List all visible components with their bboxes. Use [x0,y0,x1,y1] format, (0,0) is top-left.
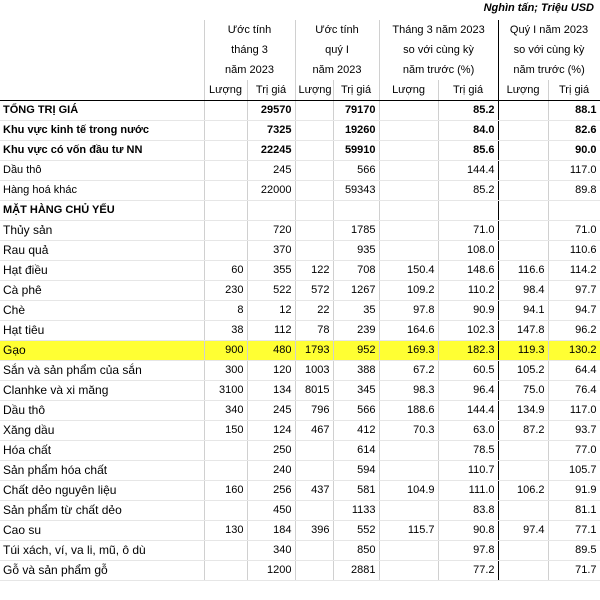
cell-value [295,101,333,121]
cell-value: 84.0 [438,121,498,141]
cell-value: 388 [333,361,379,381]
cell-value: 708 [333,261,379,281]
cell-value [379,141,438,161]
cell-value: 150.4 [379,261,438,281]
cell-value: 355 [247,261,295,281]
cell-value [498,221,548,241]
header-g4-l3: năm trước (%) [498,60,600,80]
cell-value: 85.2 [438,181,498,201]
cell-value [379,241,438,261]
row-label: Khu vực có vốn đầu tư NN [0,141,204,161]
row-label: Sản phẩm hóa chất [0,461,204,481]
sub-header: Lượng [379,80,438,101]
cell-value: 12 [247,301,295,321]
cell-value [333,201,379,221]
row-label: Gạo [0,341,204,361]
row-label: Xăng dầu [0,421,204,441]
cell-value: 188.6 [379,401,438,421]
cell-value [295,461,333,481]
cell-value: 90.0 [548,141,600,161]
cell-value [204,161,247,181]
cell-value: 71.0 [438,221,498,241]
cell-value: 77.2 [438,561,498,581]
row-label: Sản phẩm từ chất dẻo [0,501,204,521]
cell-value: 147.8 [498,321,548,341]
cell-value [379,501,438,521]
cell-value: 144.4 [438,401,498,421]
cell-value: 1133 [333,501,379,521]
cell-value: 38 [204,321,247,341]
cell-value: 130 [204,521,247,541]
row-label: Túi xách, ví, va li, mũ, ô dù [0,541,204,561]
cell-value [295,501,333,521]
cell-value: 109.2 [379,281,438,301]
cell-value: 134.9 [498,401,548,421]
table-row [0,101,600,121]
cell-value: 96.4 [438,381,498,401]
table-row [0,221,600,241]
cell-value: 77.0 [548,441,600,461]
cell-value: 102.3 [438,321,498,341]
header-g3-l1: Tháng 3 năm 2023 [379,20,498,40]
header-g1-l3: năm 2023 [204,60,295,80]
cell-value: 117.0 [548,161,600,181]
cell-value: 396 [295,521,333,541]
cell-value: 2881 [333,561,379,581]
cell-value: 164.6 [379,321,438,341]
row-label: Khu vực kinh tế trong nước [0,121,204,141]
cell-value [295,141,333,161]
cell-value [295,241,333,261]
cell-value [498,201,548,221]
header-row-sub [0,80,600,101]
cell-value: 59910 [333,141,379,161]
cell-value: 124 [247,421,295,441]
cell-value [295,441,333,461]
sub-header: Lượng [204,80,247,101]
cell-value: 19260 [333,121,379,141]
cell-value: 90.9 [438,301,498,321]
header-g3-l3: năm trước (%) [379,60,498,80]
cell-value [498,541,548,561]
cell-value [295,221,333,241]
sub-header: Trị giá [247,80,295,101]
cell-value: 150 [204,421,247,441]
cell-value: 67.2 [379,361,438,381]
cell-value: 77.1 [548,521,600,541]
row-label: Chè [0,301,204,321]
cell-value [438,201,498,221]
cell-value: 256 [247,481,295,501]
cell-value: 71.0 [548,221,600,241]
cell-value [379,161,438,181]
cell-value: 87.2 [498,421,548,441]
cell-value: 88.1 [548,101,600,121]
cell-value [498,161,548,181]
cell-value: 89.8 [548,181,600,201]
cell-value [548,201,600,221]
cell-value: 97.8 [438,541,498,561]
cell-value: 522 [247,281,295,301]
table-row [0,501,600,521]
cell-value: 105.2 [498,361,548,381]
table-row [0,201,600,221]
cell-value: 566 [333,161,379,181]
cell-value [204,221,247,241]
cell-value: 566 [333,401,379,421]
cell-value: 115.7 [379,521,438,541]
cell-value: 97.4 [498,521,548,541]
cell-value [204,541,247,561]
cell-value: 480 [247,341,295,361]
cell-value: 245 [247,401,295,421]
cell-value [204,201,247,221]
cell-value [379,461,438,481]
row-label: Hạt điều [0,261,204,281]
table-row [0,541,600,561]
cell-value: 83.8 [438,501,498,521]
cell-value: 467 [295,421,333,441]
cell-value: 96.2 [548,321,600,341]
cell-value: 345 [333,381,379,401]
cell-value: 1200 [247,561,295,581]
cell-value: 1793 [295,341,333,361]
sub-header: Trị giá [548,80,600,101]
cell-value: 98.4 [498,281,548,301]
row-label: Sắn và sản phẩm của sắn [0,361,204,381]
header-row-2 [0,40,600,60]
cell-value [498,141,548,161]
cell-value: 70.3 [379,421,438,441]
header-row-1 [0,20,600,40]
cell-value: 1267 [333,281,379,301]
cell-value: 76.4 [548,381,600,401]
cell-value: 78 [295,321,333,341]
table-row [0,261,600,281]
cell-value: 108.0 [438,241,498,261]
cell-value [295,201,333,221]
cell-value: 134 [247,381,295,401]
header-g2-l1: Ước tính [295,20,379,40]
header-g4-l2: so với cùng kỳ [498,40,600,60]
cell-value: 90.8 [438,521,498,541]
cell-value: 935 [333,241,379,261]
cell-value [295,121,333,141]
cell-value: 97.7 [548,281,600,301]
sub-header: Lượng [295,80,333,101]
cell-value: 116.6 [498,261,548,281]
cell-value [498,241,548,261]
cell-value: 122 [295,261,333,281]
sub-header: Trị giá [333,80,379,101]
cell-value: 581 [333,481,379,501]
export-table [0,20,600,581]
cell-value: 7325 [247,121,295,141]
cell-value: 796 [295,401,333,421]
cell-value: 60.5 [438,361,498,381]
cell-value [204,461,247,481]
cell-value: 105.7 [548,461,600,481]
cell-value [204,141,247,161]
cell-value: 437 [295,481,333,501]
cell-value: 239 [333,321,379,341]
cell-value: 572 [295,281,333,301]
table-row [0,521,600,541]
cell-value: 111.0 [438,481,498,501]
table-row [0,441,600,461]
cell-value: 412 [333,421,379,441]
header-g1-l2: tháng 3 [204,40,295,60]
header-g2-l3: năm 2023 [295,60,379,80]
cell-value [379,541,438,561]
cell-value: 106.2 [498,481,548,501]
row-label: MẶT HÀNG CHỦ YẾU [0,201,204,221]
cell-value: 119.3 [498,341,548,361]
cell-value [498,101,548,121]
row-label: Cà phê [0,281,204,301]
row-label: Hóa chất [0,441,204,461]
cell-value [498,561,548,581]
cell-value: 114.2 [548,261,600,281]
cell-value: 240 [247,461,295,481]
cell-value: 117.0 [548,401,600,421]
cell-value: 952 [333,341,379,361]
header-g4-l1: Quý I năm 2023 [498,20,600,40]
cell-value: 63.0 [438,421,498,441]
cell-value: 370 [247,241,295,261]
cell-value: 250 [247,441,295,461]
row-label: Dầu thô [0,401,204,421]
row-label: Dầu thô [0,161,204,181]
cell-value: 182.3 [438,341,498,361]
header-g3-l2: so với cùng kỳ [379,40,498,60]
cell-value: 300 [204,361,247,381]
cell-value: 22 [295,301,333,321]
cell-value [295,181,333,201]
cell-value: 59343 [333,181,379,201]
table-row [0,141,600,161]
table-row [0,161,600,181]
cell-value: 89.5 [548,541,600,561]
cell-value: 94.1 [498,301,548,321]
row-label: TỔNG TRỊ GIÁ [0,101,204,121]
cell-value: 8 [204,301,247,321]
cell-value: 160 [204,481,247,501]
cell-value [295,541,333,561]
cell-value: 112 [247,321,295,341]
cell-value [204,501,247,521]
cell-value: 850 [333,541,379,561]
cell-value: 245 [247,161,295,181]
cell-value [498,181,548,201]
cell-value: 130.2 [548,341,600,361]
cell-value: 82.6 [548,121,600,141]
header-g2-l2: quý I [295,40,379,60]
cell-value: 71.7 [548,561,600,581]
sub-header: Lượng [498,80,548,101]
row-label: Gỗ và sản phẩm gỗ [0,561,204,581]
cell-value [379,561,438,581]
cell-value: 169.3 [379,341,438,361]
table-row [0,561,600,581]
cell-value: 85.2 [438,101,498,121]
cell-value [379,221,438,241]
cell-value [204,241,247,261]
cell-value: 78.5 [438,441,498,461]
cell-value [379,121,438,141]
cell-value: 1003 [295,361,333,381]
cell-value [498,441,548,461]
cell-value [379,201,438,221]
cell-value: 22245 [247,141,295,161]
cell-value [204,121,247,141]
cell-value: 75.0 [498,381,548,401]
row-label: Thủy sản [0,221,204,241]
header-row-3 [0,60,600,80]
row-label: Rau quả [0,241,204,261]
cell-value [379,181,438,201]
cell-value: 340 [247,541,295,561]
cell-value: 110.7 [438,461,498,481]
cell-value: 85.6 [438,141,498,161]
cell-value: 110.6 [548,241,600,261]
row-label: Clanhke và xi măng [0,381,204,401]
cell-value: 1785 [333,221,379,241]
table-row [0,461,600,481]
cell-value [498,501,548,521]
cell-value [204,561,247,581]
table-row [0,281,600,301]
table-row [0,481,600,501]
cell-value: 104.9 [379,481,438,501]
cell-value: 8015 [295,381,333,401]
row-label: Hạt tiêu [0,321,204,341]
cell-value: 98.3 [379,381,438,401]
row-label: Cao su [0,521,204,541]
row-label: Chất dẻo nguyên liệu [0,481,204,501]
table-row [0,321,600,341]
table-row [0,401,600,421]
cell-value: 91.9 [548,481,600,501]
cell-value: 148.6 [438,261,498,281]
cell-value: 340 [204,401,247,421]
cell-value: 60 [204,261,247,281]
cell-value [204,101,247,121]
cell-value: 120 [247,361,295,381]
cell-value [498,121,548,141]
cell-value [379,101,438,121]
cell-value [295,161,333,181]
cell-value: 93.7 [548,421,600,441]
sub-header: Trị giá [438,80,498,101]
cell-value: 552 [333,521,379,541]
cell-value: 29570 [247,101,295,121]
cell-value [247,201,295,221]
table-row [0,381,600,401]
table-row [0,241,600,261]
header-g1-l1: Ước tính [204,20,295,40]
cell-value [204,181,247,201]
cell-value: 184 [247,521,295,541]
row-label: Hàng hoá khác [0,181,204,201]
cell-value: 110.2 [438,281,498,301]
cell-value: 64.4 [548,361,600,381]
table-row [0,181,600,201]
cell-value: 594 [333,461,379,481]
cell-value: 79170 [333,101,379,121]
cell-value: 22000 [247,181,295,201]
cell-value: 94.7 [548,301,600,321]
table-row [0,341,600,361]
cell-value: 81.1 [548,501,600,521]
cell-value: 144.4 [438,161,498,181]
table-row [0,121,600,141]
table-row [0,361,600,381]
unit-label: Nghìn tấn; Triệu USD [483,2,594,14]
cell-value: 900 [204,341,247,361]
cell-value: 614 [333,441,379,461]
cell-value [498,461,548,481]
table-row [0,301,600,321]
cell-value: 35 [333,301,379,321]
cell-value: 97.8 [379,301,438,321]
cell-value [379,441,438,461]
cell-value: 3100 [204,381,247,401]
cell-value: 450 [247,501,295,521]
cell-value: 720 [247,221,295,241]
cell-value [204,441,247,461]
cell-value [295,561,333,581]
cell-value: 230 [204,281,247,301]
table-row [0,421,600,441]
